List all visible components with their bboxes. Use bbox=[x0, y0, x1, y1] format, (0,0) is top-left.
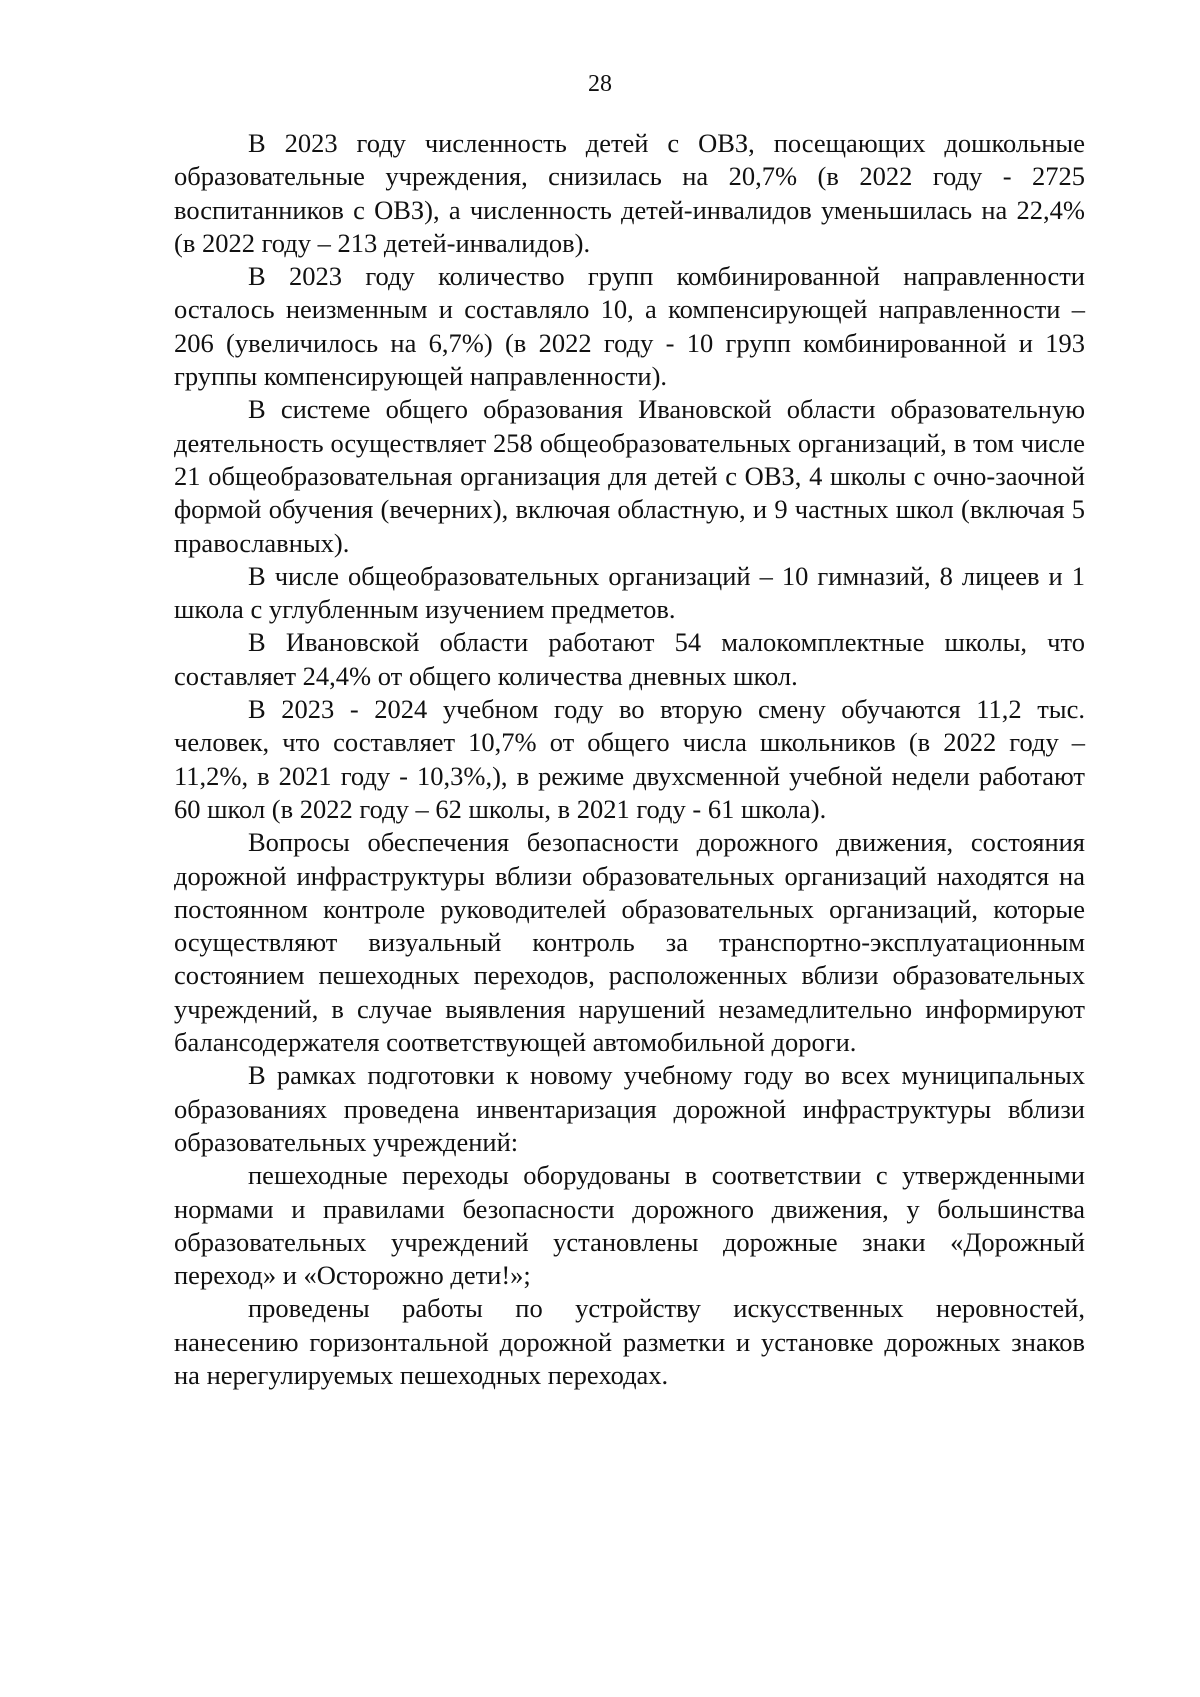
paragraph: проведены работы по устройству искусственных неровностей, нанесению горизонтальной дорожной разметки и установке дорожных знаков на нерегулируемых пешеходных переходах. bbox=[174, 1293, 1085, 1390]
paragraph: пешеходные переходы оборудованы в соответствии с утвержденными нормами и правилами безопасности дорожного движения, у большинства образовательных учреждений установлены дорожные знаки «Дорожный переход» и «Осторожно дети!»; bbox=[174, 1160, 1085, 1291]
document-body bbox=[174, 127, 1085, 1392]
paragraph: В рамках подготовки к новому учебному году во всех муниципальных образованиях проведена инвентаризация дорожной инфраструктуры вблизи образовательных учреждений: bbox=[174, 1060, 1085, 1157]
page-number: 28 bbox=[588, 71, 612, 97]
paragraph: В Ивановской области работают 54 малокомплектные школы, что составляет 24,4% от общего количества дневных школ. bbox=[174, 627, 1085, 691]
paragraph: В 2023 году численность детей с ОВЗ, посещающих дошкольные образовательные учреждения, снизилась на 20,7% (в 2022 году - 2725 воспитанников с ОВЗ), а численность детей-инвалидов уменьшилась на 22,4% (в 2022 году – 213 детей-инвалидов). bbox=[174, 128, 1085, 258]
paragraph: В числе общеобразовательных организаций – 10 гимназий, 8 лицеев и 1 школа с углубленным изучением предметов. bbox=[174, 560, 1085, 625]
paragraph: В 2023 - 2024 учебном году во вторую смену обучаются 11,2 тыс. человек, что составляет 10,7% от общего числа школьников (в 2022 году – 11,2%, в 2021 году - 10,3%,), в режиме двухсменной учебной недели работают 60 школ (в 2022 году – 62 школы, в 2021 году - 61 школа). bbox=[174, 694, 1085, 824]
paragraph: В 2023 году количество групп комбинированной направленности осталось неизменным и составляло 10, а компенсирующей направленности – 206 (увеличилось на 6,7%) (в 2022 году - 10 групп комбинированной и 193 группы компенсирующей направленности). bbox=[174, 261, 1085, 392]
paragraph: Вопросы обеспечения безопасности дорожного движения, состояния дорожной инфраструктуры вблизи образовательных организаций находятся на постоянном контроле руководителей образовательных организаций, которые осуществляют визуальный контроль за транспортно-эксплуатационным состоянием пешеходных переходов, расположенных вблизи образовательных учреждений, в случае выявления нарушений незамедлительно информируют балансодержателя соответствующей автомобильной дороги. bbox=[174, 827, 1085, 1058]
paragraph: В системе общего образования Ивановской области образовательную деятельность осуществляет 258 общеобразовательных организаций, в том числе 21 общеобразовательная организация для детей с ОВЗ, 4 школы с очно-заочной формой обучения (вечерних), включая областную, и 9 частных школ (включая 5 православных). bbox=[174, 394, 1085, 558]
